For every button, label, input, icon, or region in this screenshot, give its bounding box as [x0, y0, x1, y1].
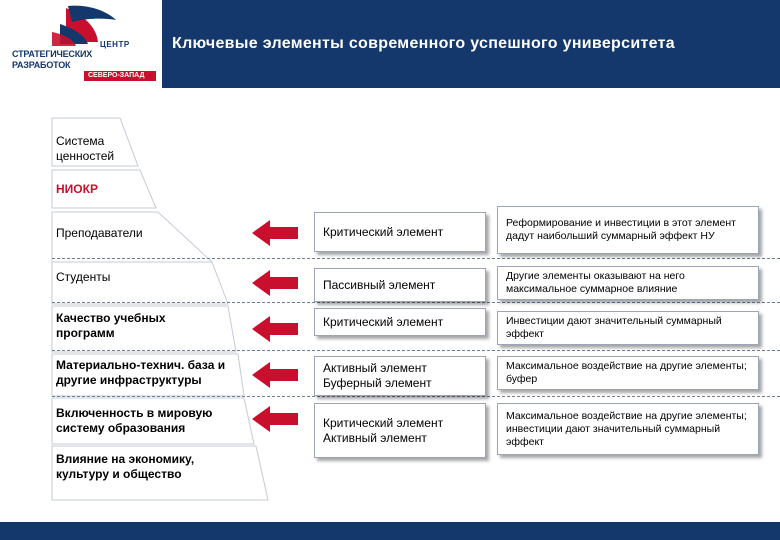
left-arrow-icon — [252, 362, 298, 388]
left-arrow-icon — [252, 220, 298, 246]
element-description-box: Максимальное воздействие на другие элементы; буфер — [497, 356, 759, 390]
row-separator — [52, 350, 780, 351]
element-type-box: Критический элемент Активный элемент — [314, 403, 486, 458]
left-arrow-icon — [252, 316, 298, 342]
element-type-box: Пассивный элемент — [314, 268, 486, 302]
logo-line-2: РАЗРАБОТОК — [12, 60, 71, 70]
element-description-box: Реформирование и инвестиции в этот элемент дадут наибольший суммарный эффект НУ — [497, 206, 759, 254]
pyramid-diagram — [0, 0, 300, 520]
row-separator — [52, 302, 780, 303]
logo-region-text: СЕВЕРО-ЗАПАД — [88, 72, 145, 79]
level-infrastructure-label: Материально-технич. база и другие инфраструктуры — [56, 358, 226, 387]
level-programs-label: Качество учебных программ — [56, 311, 166, 340]
element-type-box: Критический элемент — [314, 212, 486, 252]
element-type-box: Активный элемент Буферный элемент — [314, 356, 486, 396]
level-values-label: Система ценностей — [56, 134, 115, 163]
level-global-label: Включенность в мировую систему образования — [56, 406, 213, 435]
row-separator — [52, 258, 780, 259]
page-title: Ключевые элементы современного успешного университета — [172, 35, 675, 52]
element-type-box: Критический элемент — [314, 308, 486, 336]
element-description-box: Другие элементы оказывают на него максимальное суммарное влияние — [497, 266, 759, 300]
level-teachers-label: Преподаватели — [56, 226, 143, 240]
element-description-box: Максимальное воздействие на другие элементы; инвестиции дают значительный суммарный эффект — [497, 403, 759, 455]
footer-bar — [0, 522, 780, 540]
logo-center-text: ЦЕНТР — [100, 40, 130, 49]
row-separator — [52, 396, 780, 397]
left-arrow-icon — [252, 406, 298, 432]
element-description-box: Инвестиции дают значительный суммарный эффект — [497, 311, 759, 345]
level-rnd-label: НИОКР — [56, 182, 98, 196]
level-impact-label: Влияние на экономику, культуру и общество — [56, 452, 195, 481]
level-students-label: Студенты — [56, 270, 111, 284]
logo-line-1: СТРАТЕГИЧЕСКИХ — [12, 49, 93, 59]
left-arrow-icon — [252, 270, 298, 296]
